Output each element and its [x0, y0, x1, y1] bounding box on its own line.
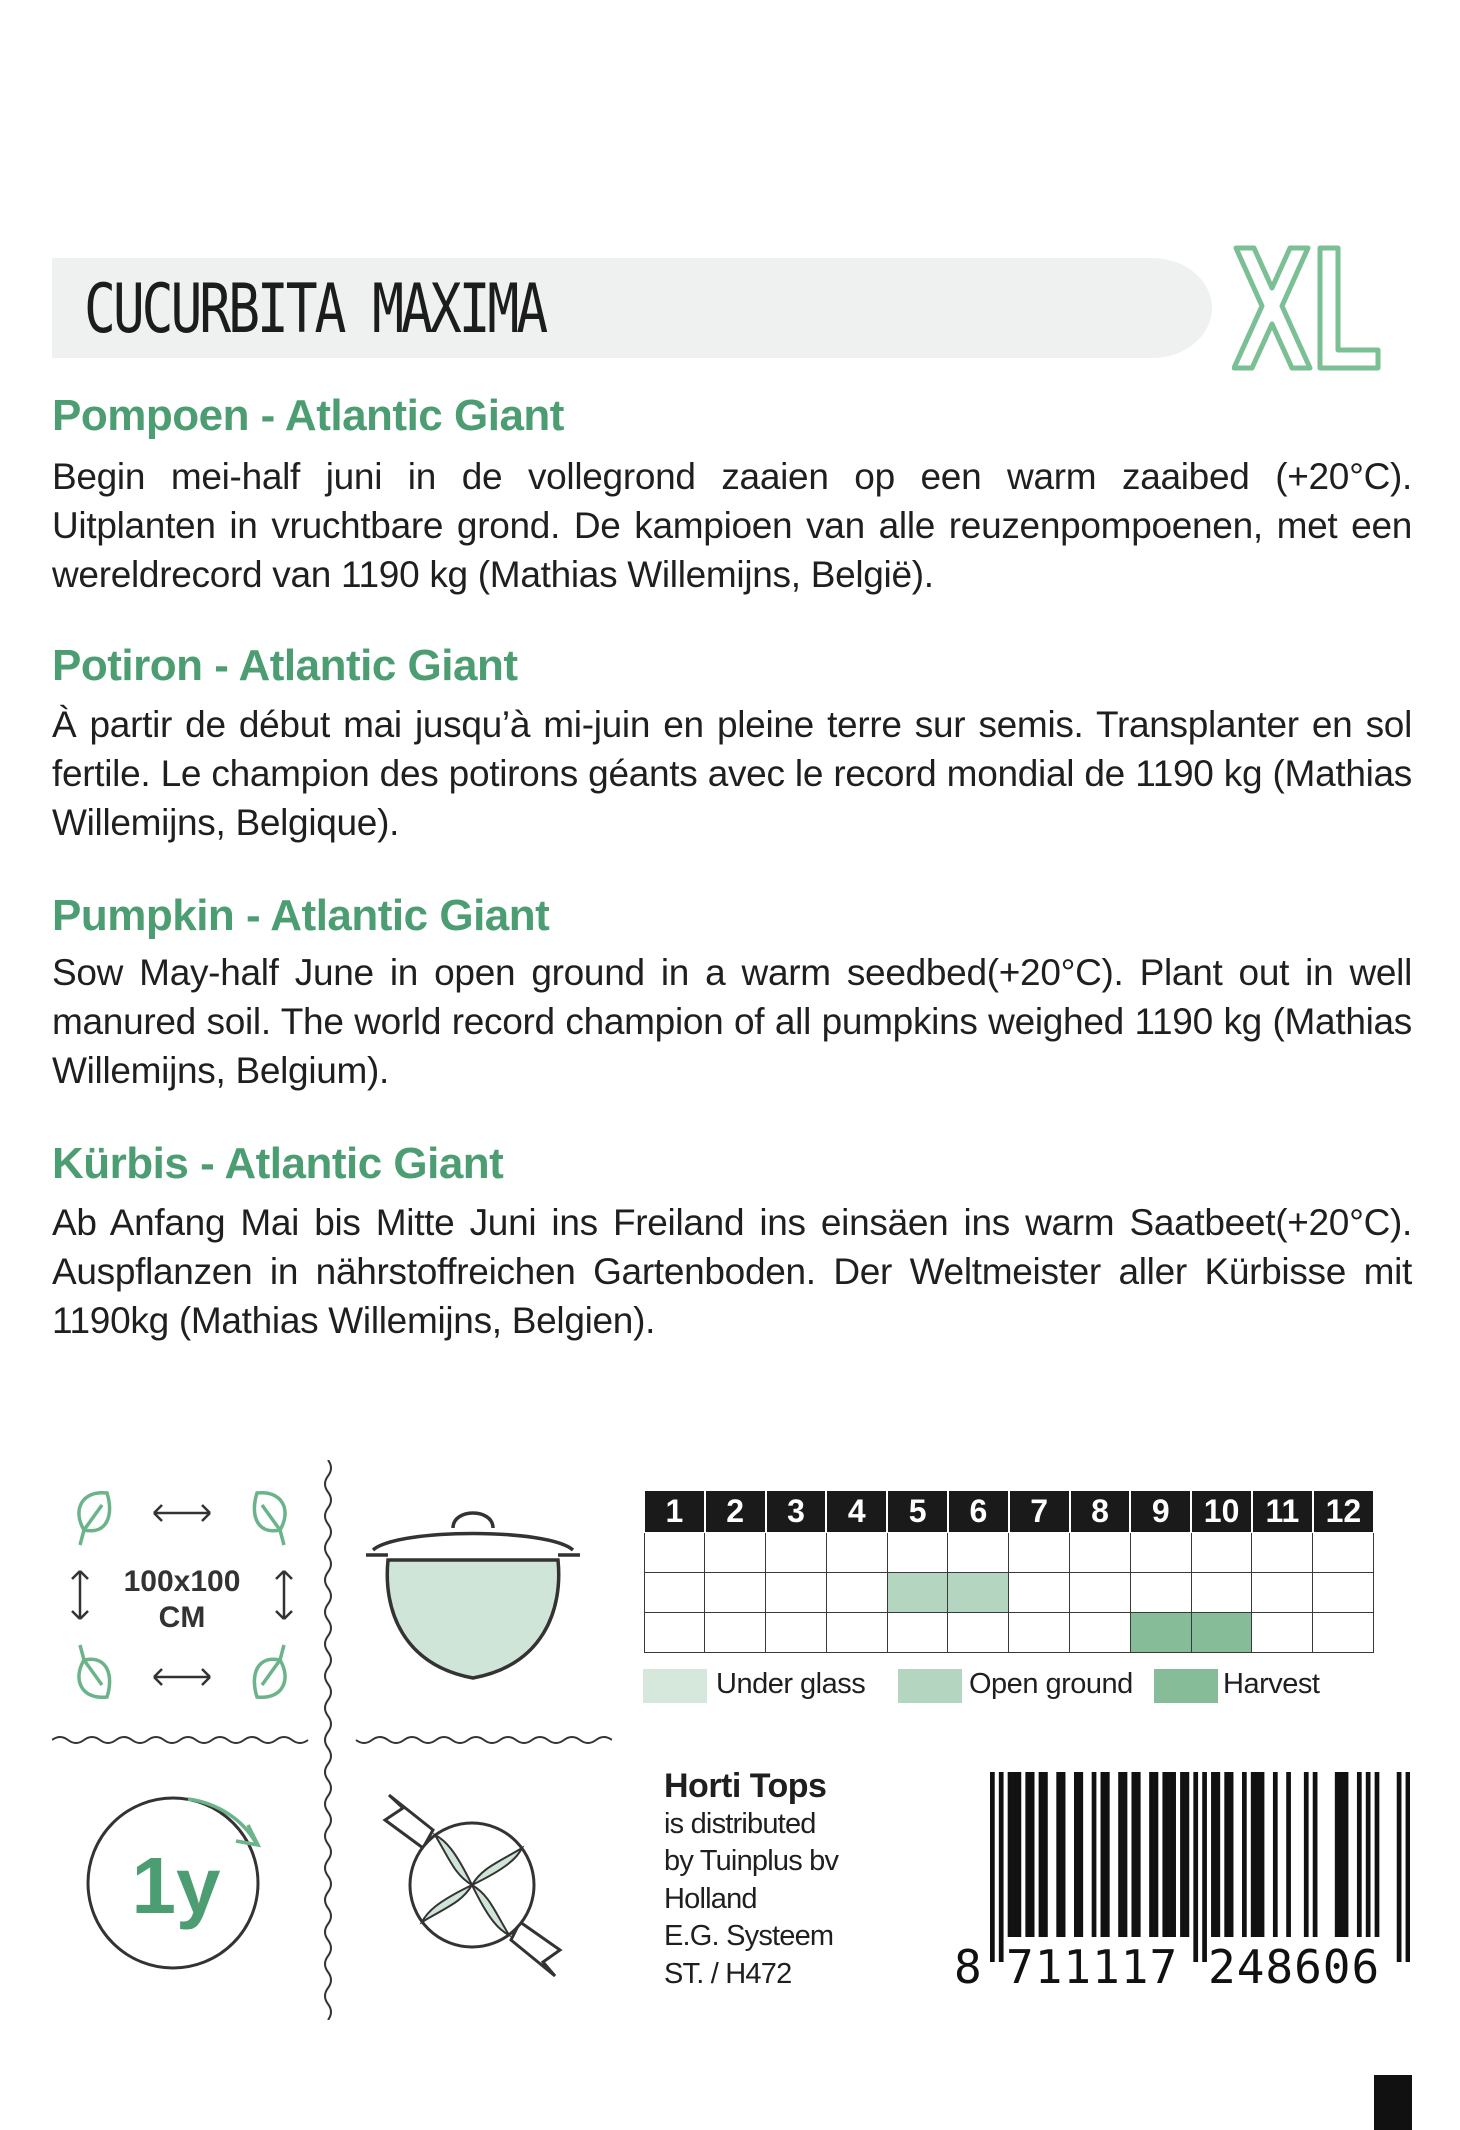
barcode-bar	[1123, 1772, 1128, 1937]
calendar-month-6: 6	[948, 1491, 1009, 1533]
svg-text:XL: XL	[1232, 244, 1234, 245]
calendar-month-10: 10	[1191, 1491, 1252, 1533]
barcode-bar	[1056, 1772, 1061, 1937]
distributor-line: is distributed	[664, 1807, 816, 1840]
germination-cycle-icon	[68, 1785, 283, 1975]
calendar-month-8: 8	[1070, 1491, 1131, 1533]
barcode-bar	[1131, 1772, 1136, 1937]
calendar-cell	[644, 1573, 705, 1613]
barcode-bar	[1162, 1772, 1167, 1937]
barcode-left-digits: 711117	[1006, 1940, 1179, 1994]
distributor-line: by Tuinplus bv	[664, 1845, 839, 1877]
section-title-nl: Pompoen - Atlantic Giant	[52, 391, 564, 440]
calendar-row	[644, 1573, 1374, 1613]
print-marker	[1374, 2075, 1412, 2130]
calendar-cell	[1009, 1613, 1070, 1653]
calendar-cell	[1191, 1533, 1252, 1573]
distributor-line: E.G. Systeem	[664, 1920, 834, 1952]
calendar-cell	[1009, 1573, 1070, 1613]
wrapped-candy-icon	[375, 1790, 570, 1980]
section-title-de: Kürbis - Atlantic Giant	[52, 1139, 504, 1188]
calendar-cell	[948, 1613, 1009, 1653]
sowing-calendar	[643, 1490, 1374, 1653]
calendar-cell	[766, 1573, 827, 1613]
distributor-line: Holland	[664, 1882, 757, 1915]
barcode-bar	[1030, 1772, 1035, 1937]
barcode-bar	[999, 1772, 1004, 1962]
calendar-month-11: 11	[1252, 1491, 1313, 1533]
legend-label-harvest: Harvest	[1223, 1668, 1320, 1700]
legend-swatch-open-ground	[898, 1669, 962, 1703]
calendar-month-12: 12	[1313, 1491, 1374, 1533]
calendar-cell	[1130, 1533, 1191, 1573]
svg-text:1y: 1y	[131, 1841, 221, 1930]
barcode-bar	[1193, 1772, 1198, 1962]
barcode-bar	[1229, 1772, 1234, 1937]
size-xl-badge	[1232, 244, 1382, 374]
barcode-bar	[1357, 1772, 1362, 1937]
barcode-bar	[1101, 1772, 1106, 1937]
barcode-bar	[1078, 1772, 1083, 1937]
calendar-month-9: 9	[1130, 1491, 1191, 1533]
section-body-fr: À partir de début mai jusqu’à mi-juin en pleine terre sur semis. Transplanter en sol fertile. Le champion des potirons géants avec le record mondial de 1190 kg (Mathias Willemijns, Belgique).	[52, 704, 1412, 843]
section-title-en: Pumpkin - Atlantic Giant	[52, 891, 550, 940]
barcode-bar	[1304, 1772, 1309, 1937]
barcode-bar	[1154, 1772, 1159, 1937]
barcode-bar	[1025, 1772, 1030, 1937]
barcode-bar	[1211, 1772, 1216, 1937]
barcode-bar	[1039, 1772, 1044, 1937]
barcode-bar	[1118, 1772, 1123, 1937]
barcode-bar	[1043, 1772, 1048, 1937]
calendar-month-1: 1	[644, 1491, 705, 1533]
barcode-right-digits: 248606	[1208, 1940, 1381, 1994]
barcode-bar	[1339, 1772, 1344, 1937]
barcode-bars	[990, 1772, 1410, 1962]
calendar-cell	[948, 1533, 1009, 1573]
section-body-en: Sow May-half June in open ground in a warm seedbed(+20°C). Plant out in well manured soil. The world record champion of all pumpkins weighed 1190 kg (Mathias Willemijns, Belgium).	[52, 952, 1412, 1091]
calendar-cell	[1130, 1573, 1191, 1613]
barcode-bar	[1375, 1772, 1380, 1937]
barcode-bar	[990, 1772, 995, 1962]
barcode-bar	[1224, 1772, 1229, 1937]
barcode-bar	[1180, 1772, 1185, 1937]
calendar-cell	[887, 1573, 948, 1613]
calendar-cell	[1070, 1613, 1131, 1653]
barcode-bar	[1185, 1772, 1190, 1937]
barcode-bar	[1167, 1772, 1172, 1937]
barcode-bar	[1012, 1772, 1017, 1937]
calendar-row	[644, 1613, 1374, 1653]
barcode-bar	[1273, 1772, 1278, 1937]
calendar-cell	[1130, 1613, 1191, 1653]
calendar-cell	[1070, 1533, 1131, 1573]
barcode-bar	[1335, 1772, 1340, 1937]
calendar-cell	[1252, 1573, 1313, 1613]
barcode-bar	[1105, 1772, 1110, 1937]
barcode-bar	[1406, 1772, 1410, 1962]
calendar-cell	[705, 1533, 766, 1573]
section-body-de: Ab Anfang Mai bis Mitte Juni ins Freiland ins einsäen ins warm Saatbeet(+20°C). Auspflanzen in nährstoffreichen Gartenboden. Der Weltmeister aller Kürbisse mit 1190kg (Mathias Willemijns, Belgien).	[52, 1202, 1412, 1341]
distributor-line: ST. / H472	[664, 1957, 792, 1990]
calendar-cell	[1252, 1533, 1313, 1573]
barcode-bar	[1149, 1772, 1154, 1937]
distributor-block	[664, 1768, 838, 1993]
barcode-bar	[1136, 1772, 1141, 1937]
calendar-cell	[1313, 1613, 1374, 1653]
calendar-cell	[826, 1613, 887, 1653]
legend-label-under-glass: Under glass	[716, 1668, 866, 1700]
barcode-bar	[1344, 1772, 1349, 1937]
barcode-bar	[1171, 1772, 1176, 1937]
calendar-cell	[1252, 1613, 1313, 1653]
calendar-row	[644, 1533, 1374, 1573]
barcode-bar	[1061, 1772, 1066, 1937]
calendar-cell	[1070, 1573, 1131, 1613]
svg-text:100x100: 100x100	[123, 1565, 241, 1598]
barcode-bar	[1215, 1772, 1220, 1937]
calendar-cell	[1191, 1573, 1252, 1613]
calendar-cell	[644, 1613, 705, 1653]
calendar-cell	[644, 1533, 705, 1573]
brand-name: Horti Tops	[664, 1767, 827, 1805]
calendar-cell	[826, 1573, 887, 1613]
barcode-bar	[1242, 1772, 1247, 1937]
barcode-bar	[1074, 1772, 1079, 1937]
calendar-month-3: 3	[766, 1491, 827, 1533]
calendar-month-2: 2	[705, 1491, 766, 1533]
legend-label-open-ground: Open ground	[969, 1668, 1133, 1700]
barcode-bar	[1008, 1772, 1013, 1937]
calendar-cell	[1191, 1613, 1252, 1653]
plant-spacing-icon	[62, 1485, 302, 1705]
calendar-cell	[766, 1533, 827, 1573]
calendar-month-5: 5	[887, 1491, 948, 1533]
calendar-cell	[887, 1613, 948, 1653]
calendar-cell	[948, 1573, 1009, 1613]
barcode-bar	[1017, 1772, 1022, 1937]
barcode-bar	[1251, 1772, 1256, 1937]
calendar-cell	[705, 1613, 766, 1653]
wavy-divider-horizontal	[52, 1732, 612, 1748]
calendar-month-header	[644, 1491, 1374, 1533]
calendar-cell	[705, 1573, 766, 1613]
legend-swatch-under-glass	[643, 1669, 707, 1703]
calendar-month-7: 7	[1009, 1491, 1070, 1533]
calendar-cell	[1009, 1533, 1070, 1573]
calendar-cell	[1313, 1533, 1374, 1573]
barcode-bar	[1255, 1772, 1260, 1937]
barcode-bar	[1313, 1772, 1318, 1937]
barcode-bar	[1397, 1772, 1402, 1962]
barcode-bar	[1092, 1772, 1097, 1937]
calendar-cell	[887, 1533, 948, 1573]
calendar-cell	[766, 1613, 827, 1653]
barcode-first-digit: 8	[954, 1940, 982, 1994]
section-title-fr: Potiron - Atlantic Giant	[52, 641, 518, 690]
svg-text:CM: CM	[158, 1601, 206, 1634]
cooking-pot-icon	[358, 1500, 588, 1690]
barcode-bar	[1260, 1772, 1265, 1937]
barcode-bar	[1366, 1772, 1371, 1937]
barcode-bar	[1286, 1772, 1291, 1937]
section-body-nl: Begin mei-half juni in de vollegrond zaaien op een warm zaaibed (+20°C). Uitplanten in vruchtbare grond. De kampioen van alle reuzenpompoenen, met een wereldrecord van 1190 kg (Mathias Willemijns, België).	[52, 456, 1412, 595]
calendar-cell	[826, 1533, 887, 1573]
legend-swatch-harvest	[1154, 1669, 1218, 1703]
calendar-month-4: 4	[826, 1491, 887, 1533]
barcode-bar	[1202, 1772, 1207, 1962]
species-name: CUCURBITA MAXIMA	[84, 270, 546, 349]
calendar-cell	[1313, 1573, 1374, 1613]
